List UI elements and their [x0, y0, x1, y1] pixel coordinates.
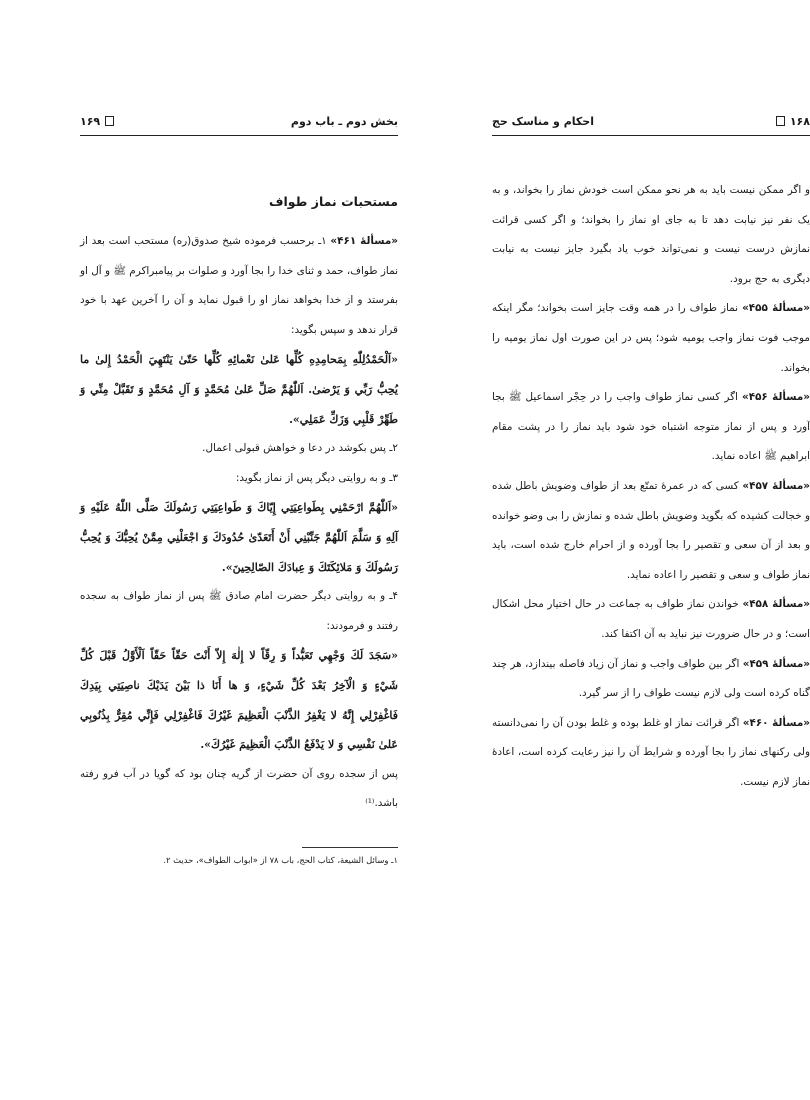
square-ornament-icon: [776, 116, 785, 126]
paragraph-text: ۳ـ و به روایتی دیگر پس از نماز بگوید:: [235, 471, 398, 484]
paragraph-text: پس از سجده روی آن حضرت از گریه چنان بود که گویا در آب فرو رفته باشد.⁽¹⁾: [80, 767, 398, 810]
page-number: ۱۶۸: [789, 114, 810, 128]
footnote-divider: [302, 847, 398, 848]
paragraph: [80, 582, 398, 641]
arabic-supplication: [80, 493, 398, 582]
page-header: [492, 112, 810, 136]
paragraph-text: «اَلْحَمْدُلِلّٰهِ بِمَحامِدِهِ كُلِّها عَلىٰ نَعْمائِهِ كُلِّها حَتّىٰ يَنْتَهِيَ الْحَمْدُ إِلىٰ ما يُحِبُّ رَبِّي وَ يَرْضىٰ. اَللّٰهُمَّ صَلِّ عَلىٰ مُحَمَّدٍ وَ آلِ مُحَمَّدٍ وَ تَقَبَّلْ مِنِّي وَ طَهِّرْ قَلْبِي وَزَكِّ عَمَلِي».: [80, 353, 398, 426]
page-header: [80, 112, 398, 136]
square-ornament-icon: [105, 116, 114, 126]
paragraph: [80, 227, 398, 345]
paragraph: [492, 590, 810, 649]
right-page: [492, 112, 810, 797]
paragraph-text: کسی که در عمرۀ تمتّع بعد از طواف وضویش باطل شده و خجالت کشیده که بگوید وضویش باطل شده و نمازش را بی وضو خوانده و بعد از آن سعی و تقصیر را بجا آورده و از احرام خارج شده است، باید نماز طواف و سعی و تقصیر را اعاده نماید.: [492, 479, 810, 581]
paragraph-text: خواندن نماز طواف به جماعت در حال اختیار محل اشکال است؛ و در حال ضرورت نیز نباید به آن اکتفا کند.: [492, 598, 810, 640]
paragraph-text: «اَللّٰهُمَّ ارْحَمْنِي بِطَواعِيَتِي إِيّاكَ وَ طَواعِيَتِي رَسُولَكَ صَلَّى اللّٰهُ عَلَيْهِ وَ آلِهِ وَ سَلَّمَ اَللّٰهُمَّ جَنِّبْنِي أَنْ أَتَعَدّىٰ حُدُودَكَ وَ اجْعَلْنِي مِمَّنْ يُحِبُّكَ وَ يُحِبُّ رَسُولَكَ وَ مَلائِكَتَكَ وَ عِبادَكَ الصّالِحِينَ».: [80, 501, 398, 574]
paragraph-text: اگر کسی نماز طواف واجب را در حِجْر اسماعیل ﷺ بجا آورد و پس از نماز متوجه اشتباه خود شود باید نماز را در پشت مقام ابراهیم ﷺ اعاده نماید.: [492, 391, 810, 463]
paragraph: [492, 650, 810, 709]
section-title: مستحبات نماز طواف: [268, 194, 398, 209]
issue-label: «مسألۀ ۴۵۷»: [742, 479, 810, 492]
paragraph: [80, 434, 398, 464]
paragraph-text: و اگر ممکن نیست باید به هر نحو ممکن است خودش نماز را بخواند، و به یک نفر نیز نیابت دهد تا به جای او نماز را بخواند؛ و اگر کسی قرائت نمازش درست نیست و نمی‌تواند خوب یاد بگیرد جایز نیست به نیابت دیگری به حج برود.: [492, 184, 810, 285]
paragraph-text: ۴ـ و به روایتی دیگر حضرت امام صادق ﷺ پس از نماز طواف به سجده رفتند و فرمودند:: [80, 590, 398, 632]
paragraph: [492, 294, 810, 383]
running-title: احکام و مناسک حج: [492, 114, 594, 128]
paragraph: [492, 472, 810, 590]
paragraph-list: [80, 227, 398, 819]
issue-label: «مسألۀ ۴۶۱»: [330, 235, 398, 247]
page-number-block: [80, 115, 114, 128]
left-page: [80, 112, 398, 865]
issue-label: «مسألۀ ۴۵۵»: [742, 302, 810, 315]
issue-label: «مسألۀ ۴۵۹»: [742, 657, 810, 670]
page-body: [80, 194, 398, 865]
paragraph-text: «سَجَدَ لَكَ وَجْهِي تَعَبُّداً وَ رِقّاً لا إِلٰهَ إِلاّ أَنْتَ حَقّاً حَقّاً اَلْأَوَّلُ قَبْلَ كُلِّ شَيْءٍ وَ الْآخِرُ بَعْدَ كُلِّ شَيْءٍ، وَ ها أَنَا ذا بَيْنَ يَدَيْكَ ناصِيَتِي بِيَدِكَ فَاغْفِرْلِي إِنَّهُ لا يَغْفِرُ الذَّنْبَ الْعَظِيمَ غَيْرُكَ فَاغْفِرْلِي فَإِنِّي مُقِرٌّ بِذُنُوبِي عَلىٰ نَفْسِي وَ لا يَدْفَعُ الذَّنْبَ الْعَظِيمَ غَيْرُكَ».: [80, 649, 398, 752]
footnote: ۱ـ وسائل الشیعة، کتاب الحج، باب ۷۸ از «ابواب الطواف»، حدیث ۲.: [163, 854, 398, 865]
issue-label: «مسألۀ ۴۵۶»: [742, 391, 810, 404]
paragraph-text: اگر قرائت نماز او غلط بوده و غلط بودن آن را نمی‌دانسته ولی رکنهای نماز را بجا آورده و شرایط آن را نیز رعایت کرده است، اعادۀ نماز لازم نیست.: [492, 716, 810, 788]
paragraph: [492, 709, 810, 798]
paragraph: [80, 464, 398, 494]
paragraph-text: ۱ـ برحسب فرموده شیخ صدوق(ره) مستحب است بعد از نماز طواف، حمد و ثنای خدا را بجا آورد و صلوات بر پیامبراکرم ﷺ و آل او بفرستد و از خدا بخواهد نماز او را قبول نماید و آن را آخرین عهد با خود قرار ندهد و سپس بگوید:: [80, 235, 398, 336]
paragraph: [80, 760, 398, 819]
page-number-block: [776, 115, 810, 128]
paragraph: [492, 383, 810, 472]
arabic-supplication: [80, 345, 398, 434]
arabic-supplication: [80, 641, 398, 759]
paragraph-text: نماز طواف را در همه وقت جایز است بخواند؛ مگر اینکه موجب فوت نماز واجب یومیه شود؛ پس در این صورت اول نماز یومیه را بخواند.: [492, 302, 810, 374]
page-body: [492, 176, 810, 797]
paragraph-text: اگر بین طواف واجب و نماز آن زیاد فاصله بیندازد، هر چند گناه کرده است ولی لازم نیست طواف را از سر گیرد.: [492, 657, 810, 700]
running-title: بخش دوم ـ باب دوم: [290, 114, 398, 128]
issue-label: «مسألۀ ۴۶۰»: [742, 716, 810, 729]
paragraph: [492, 176, 810, 294]
page-number: ۱۶۹: [80, 114, 101, 128]
paragraph-text: ۲ـ پس بکوشد در دعا و خواهش قبولی اعمال.: [202, 442, 398, 455]
issue-label: «مسألۀ ۴۵۸»: [742, 598, 810, 611]
